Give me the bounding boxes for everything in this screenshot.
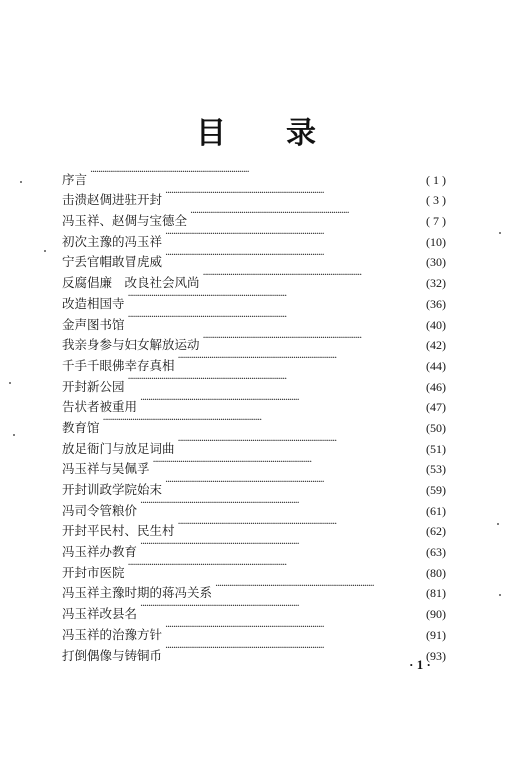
scan-speck [499,232,501,234]
dot-leader [140,494,406,515]
dot-leader [165,246,406,267]
toc-entry-page: ( 1 ) [426,172,446,187]
dot-leader [178,432,406,453]
toc-entry-page: (42) [426,338,446,353]
toc-entry-page: (61) [426,503,446,518]
toc-entry [62,163,446,187]
dot-leader [178,349,406,370]
dot-leader [128,308,406,329]
toc-entry-page: (32) [426,276,446,291]
page-title [196,108,316,152]
toc-entry-page: (50) [426,420,446,435]
toc-entry-page: (80) [426,565,446,580]
dot-leader [128,370,406,391]
toc-entry-title: 反腐倡廉 改良社会风尚 [62,275,200,291]
toc-entry-title: 开封平民村、民生村 [62,523,175,539]
toc-entry-page: (10) [426,234,446,249]
toc-entry-title: 打倒偶像与铸铜币 [62,647,163,663]
scan-speck [20,181,22,183]
toc-entry-page: (90) [426,607,446,622]
toc-entry-title: 开封训政学院始末 [62,482,163,497]
toc-entry-page: (47) [426,400,446,415]
toc-entry-page: (46) [426,379,446,394]
toc-entry-title: 冯玉祥的治豫方针 [62,626,163,642]
toc-entry-page: (93) [426,648,446,663]
toc-entry-title: 冯司令管粮价 [62,502,138,518]
toc-entry-title: 冯玉祥与吴佩孚 [62,461,150,477]
title-char-2: 录 [286,116,316,151]
dot-leader [128,287,406,308]
toc-entry-page: (62) [426,524,446,539]
dot-leader [178,515,406,536]
toc-entry [62,432,446,456]
toc-entry [62,411,446,435]
toc-entry-title: 冯玉祥、赵倜与宝德全 [62,213,188,229]
dot-leader [165,473,406,494]
toc-entry-title: 改造相国寺 [62,295,125,311]
table-of-contents [62,163,446,663]
dot-leader [165,184,406,205]
toc-entry-title: 我亲身参与妇女解放运动 [62,337,200,353]
scan-speck [499,594,501,596]
dot-leader [140,391,406,412]
toc-entry-page: (51) [426,441,446,456]
dot-leader [90,163,406,184]
toc-entry-title: 序言 [62,171,88,187]
dot-leader [140,597,406,618]
toc-entry-page: (36) [426,296,446,311]
toc-entry-page: (40) [426,317,446,332]
dot-leader [203,266,406,287]
toc-entry-title: 金声图书馆 [62,316,125,332]
toc-entry-title: 开封新公园 [62,378,125,394]
toc-entry-title: 冯玉祥改县名 [62,606,138,622]
toc-entry-title: 放足衙门与放足词曲 [62,440,175,456]
page-number: · 1 · [409,657,431,672]
dot-leader [165,225,406,246]
scan-speck [44,250,46,252]
scan-speck [497,523,499,525]
toc-entry-page: (63) [426,545,446,560]
toc-entry-title: 宁丢官帽敢冒虎威 [62,254,163,270]
toc-entry-title: 击溃赵倜进驻开封 [62,192,163,208]
toc-entry-page: (53) [426,462,446,477]
toc-entry-page: ( 7 ) [426,214,446,229]
toc-entry-title: 冯玉祥主豫时期的蒋冯关系 [62,585,213,601]
dot-leader [165,618,406,639]
toc-entry-page: (59) [426,483,446,497]
dot-leader [140,535,406,556]
dot-leader [165,639,406,660]
dot-leader [190,204,406,225]
toc-entry-page: (81) [426,586,446,601]
toc-entry-title: 冯玉祥办教育 [62,544,138,560]
dot-leader [215,577,406,598]
scan-speck [13,434,15,436]
dot-leader [128,556,406,577]
toc-entry-page: (91) [426,627,446,642]
scan-speck [9,382,11,384]
toc-entry-title: 千手千眼佛幸存真相 [62,357,175,373]
toc-entry-title: 教育馆 [62,419,100,435]
title-char-1: 目 [196,116,226,151]
toc-entry-title: 告状者被重用 [62,399,138,415]
toc-entry-title: 初次主豫的冯玉祥 [62,233,163,249]
toc-entry-page: (44) [426,358,446,373]
toc-entry [62,184,446,208]
toc-entry-title: 开封市医院 [62,564,125,580]
dot-leader [103,411,406,432]
toc-entry-page: (30) [426,255,446,270]
toc-entry-page: ( 3 ) [426,193,446,208]
dot-leader [203,329,406,350]
dot-leader [153,453,406,474]
